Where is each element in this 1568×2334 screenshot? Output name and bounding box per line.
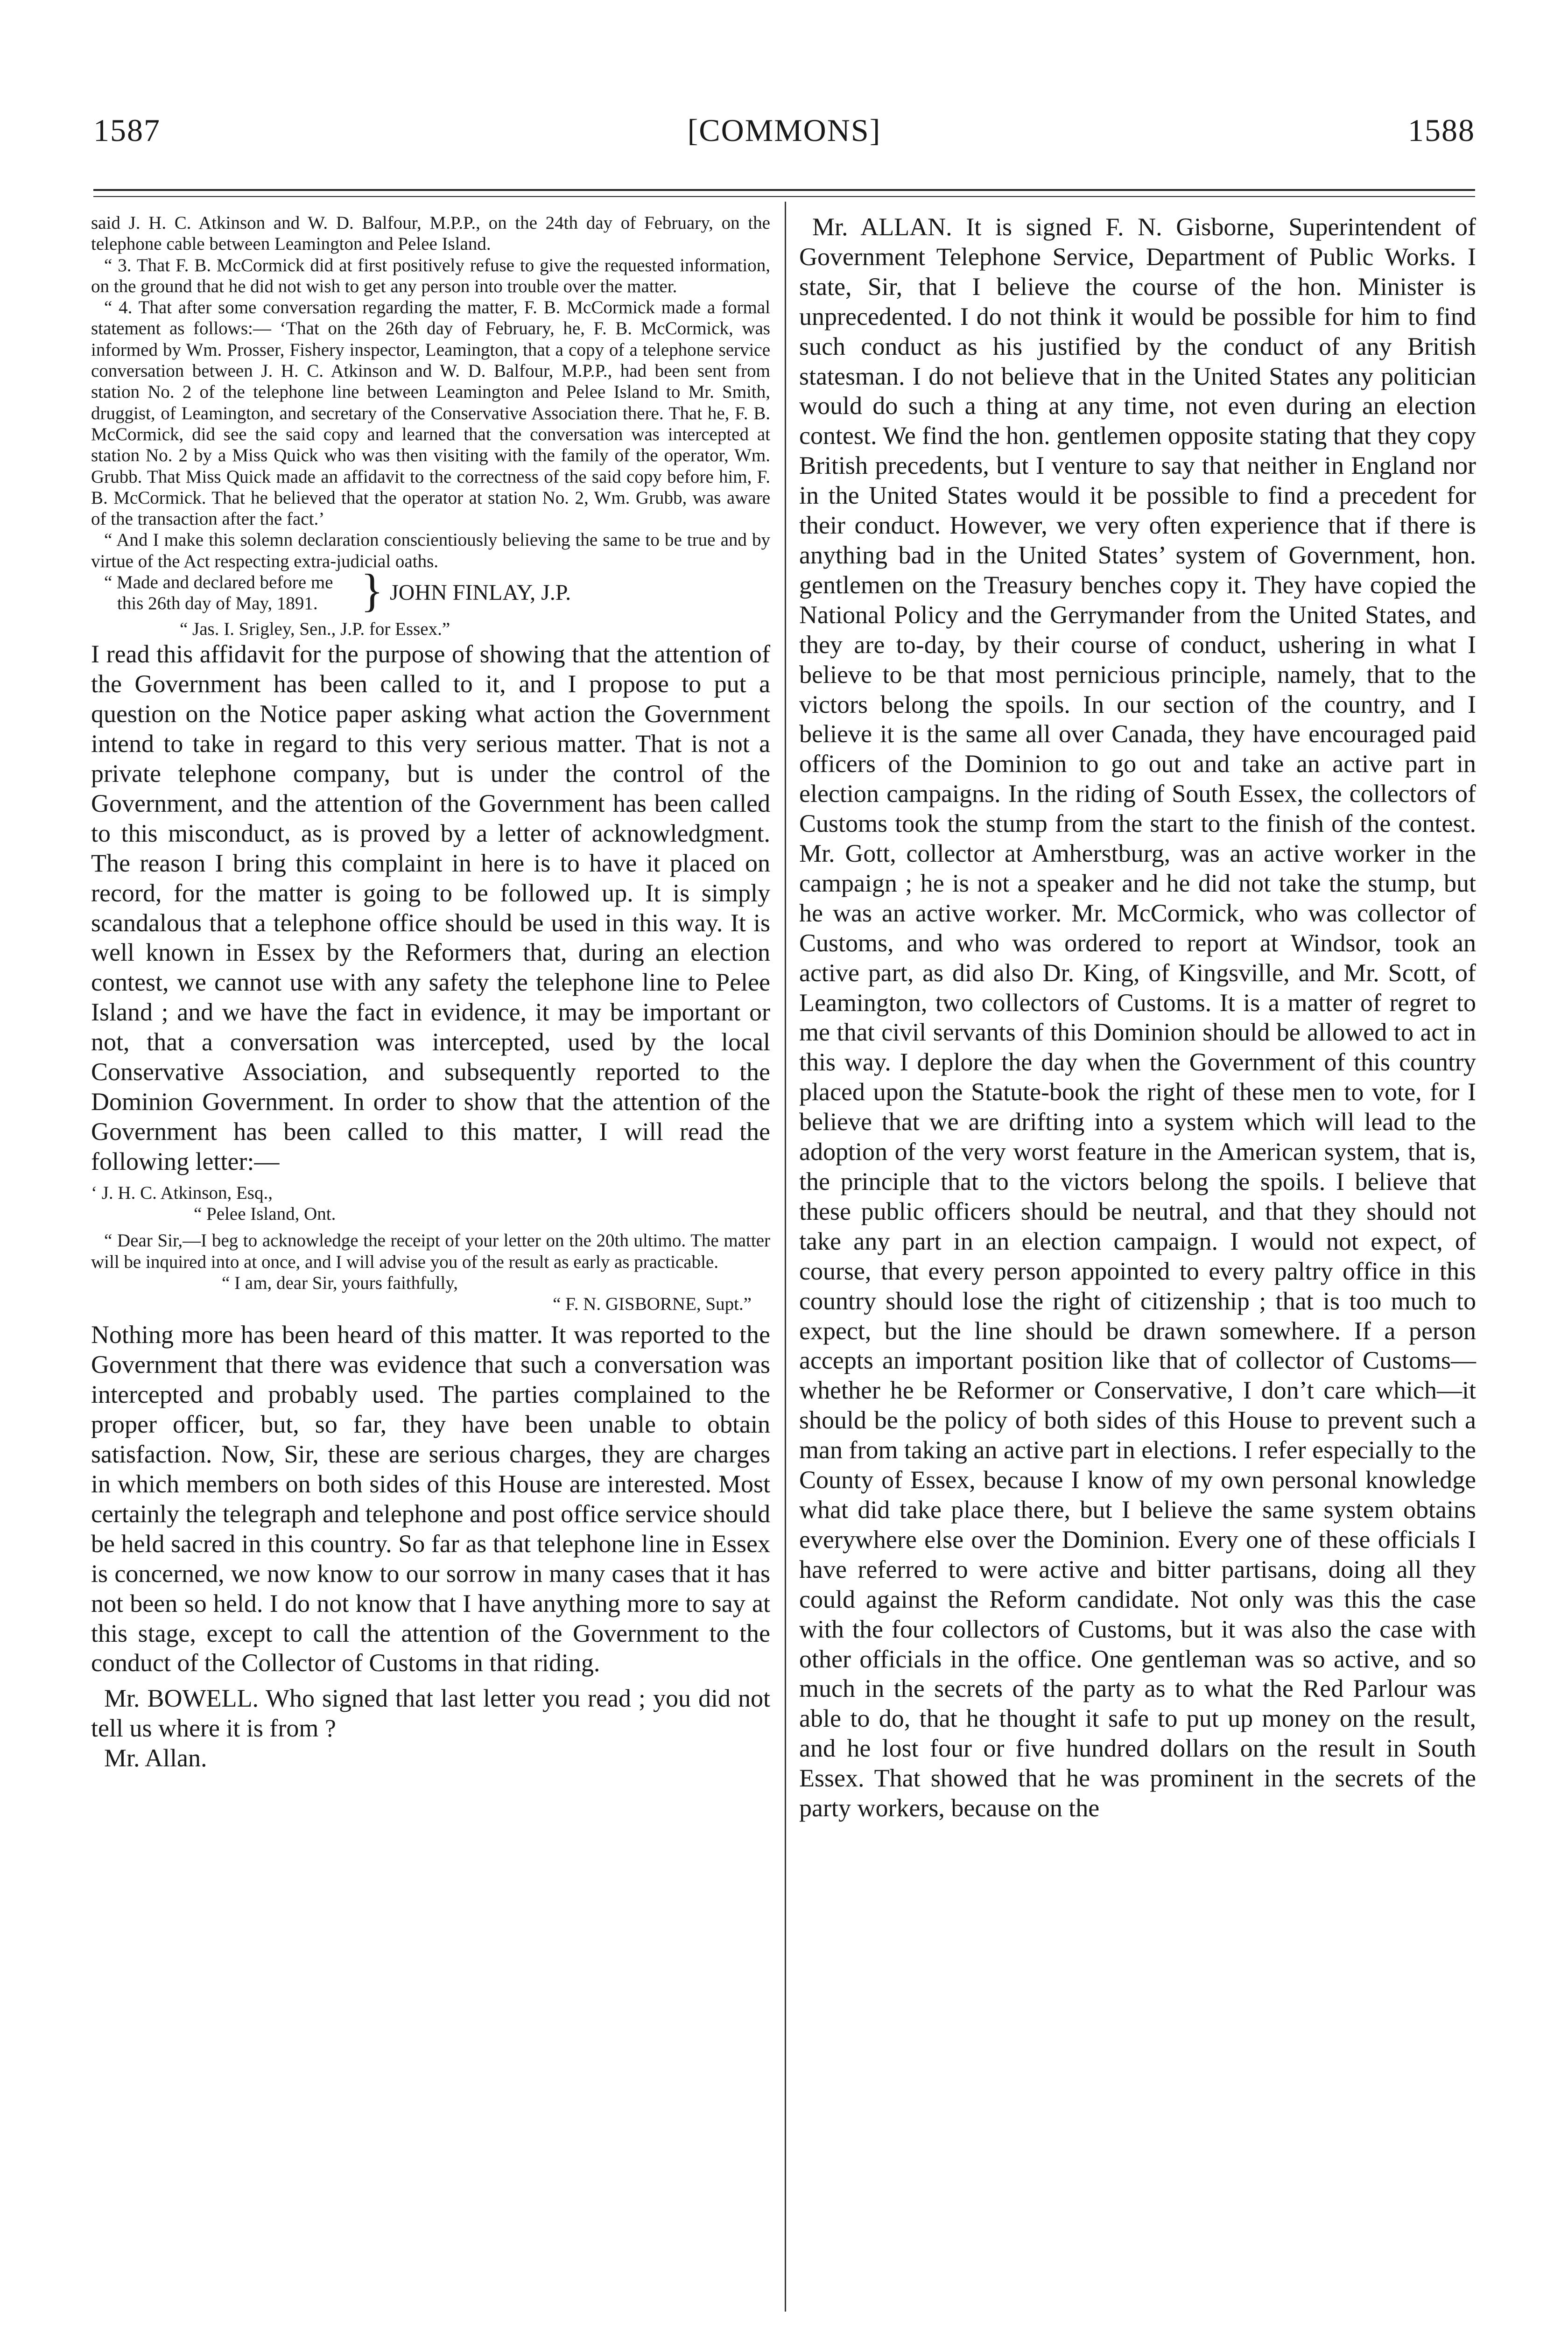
brace: } [361,564,383,617]
column-divider [785,202,786,2312]
declaration-line: “ Made and declared before me [104,572,333,593]
page-number-left: 1587 [93,112,161,148]
left-column [91,212,770,1773]
affidavit-paragraph: “ 4. That after some conversation regarding the matter, F. B. McCormick made a formal statement as follows:— ‘That on the 26th day of February, he, F. B. McCormick, was informed by Wm. Prosser, Fishery inspector, Leamington, that a copy of a telephone service conversation between J. H. C. Atkinson and W. D. Balfour, M.P.P., had been sent from station No. 2 of the telephone line between Leamington and Pelee Island to Mr. Smith, druggist, of Leamington, and secretary of the Conservative Association there. That he, F. B. McCormick, did see the said copy and learned that the conversation was intercepted at station No. 2 by a Miss Quick who was then visiting with the family of the operator, Wm. Grubb. That Miss Quick made an affidavit to the correctness of the said copy before him, F. B. McCormick. That he believed that the operator at station No. 2, Wm. Grubb, was aware of the transaction after the fact.’ [91,297,770,529]
header-rule-thin [93,196,1475,197]
letter-address: ‘ J. H. C. Atkinson, Esq., [91,1182,273,1203]
declaration-line: this 26th day of May, 1891. [117,593,318,614]
declaration-block [91,564,770,619]
running-head: [COMMONS] [687,112,881,148]
speech-paragraph: Nothing more has been heard of this matter. It was reported to the Government that there was evidence that such a conversation was intercepted and probably used. The parties complained to the proper officer, but, so far, they have been unable to obtain satisfaction. Now, Sir, these are serious charges, they are charges in which members on both sides of this House are interested. Most certainly the telegraph and telephone and post office service should be held sacred in this country. So far as that telephone line in Essex is concerned, we now know to our sorrow in many cases that it has not been so held. I do not know that I have anything more to say at this stage, except to call the attention of the Government to the conduct of the Collector of Customs in that riding. [91,1321,770,1677]
right-column [799,212,1476,1823]
letter-body: “ Dear Sir,—I beg to acknowledge the receipt of your letter on the 20th ultimo. The matter will be inquired into at once, and I will advise you of the result as early as practicable. [91,1230,770,1272]
letter-closing: “ I am, dear Sir, yours faithfully, [222,1272,458,1293]
affidavit-paragraph: said J. H. C. Atkinson and W. D. Balfour, M.P.P., on the 24th day of February, on the telephone cable between Leamington and Pelee Island. [91,213,770,254]
header-rule [93,189,1475,191]
speech-paragraph: I read this affidavit for the purpose of showing that the attention of the Government has been called to it, and I propose to put a question on the Notice paper asking what action the Government intend to take in regard to this very serious matter. That is not a private telephone company, but is under the control of the Government, and the attention of the Government has been called to this misconduct, as is proved by a letter of acknowledgment. The reason I bring this complaint in here is to have it placed on record, for the matter is going to be followed up. It is simply scandalous that a telephone office should be used in this way. It is well known in Essex by the Reformers that, during an election contest, we cannot use with any safety the telephone line to Pelee Island ; and we have the fact in evidence, it may be important or not, that a conversation was intercepted, used by the local Conservative Association, and subsequently reported to the Dominion Government. In order to show that the attention of the Government has been called to this matter, I will read the following letter:— [91,640,770,1175]
affidavit-paragraph: “ 3. That F. B. McCormick did at first positively refuse to give the requested information, on the ground that he did not wish to get any person into trouble over the matter. [91,255,770,296]
page-header [93,112,1475,163]
declaration-text [104,572,366,614]
speech-paragraph: Mr. BOWELL. Who signed that last letter you read ; you did not tell us where it is from ? [91,1684,770,1743]
speech-paragraph: Mr. ALLAN. It is signed F. N. Gisborne, Superintendent of Government Telephone Service, Department of Public Works. I state, Sir, that I believe the course of the hon. Minister is unprecedented. I do not think it would be possible for him to find such conduct as his justified by the conduct of any British statesman. I do not believe that in the United States any politician would do such a thing at any time, not even during an election contest. We find the hon. gentlemen opposite stating that they copy British precedents, but I venture to say that neither in England nor in the United States would it be possible to find a precedent for their conduct. However, we very often experience that if there is anything bad in the United States’ system of Government, hon. gentlemen on the Treasury benches copy it. They have copied the National Policy and the Gerrymander from the United States, and they are to-day, by their course of conduct, ushering in what I believe to be that most pernicious principle, namely, that to the victors belong the spoils. In our section of the country, and I believe it is the same all over Canada, they have encouraged paid officers of the Dominion to go out and take an active part in election campaigns. In the riding of South Essex, the collectors of Customs took the stump from the start to the finish of the contest. Mr. Gott, collector at Amherstburg, was an active worker in the campaign ; he is not a speaker and he did not take the stump, but he was an active worker. Mr. McCormick, who was collector of Customs, and who was ordered to report at Windsor, took an active part, as did also Dr. King, of Kingsville, and Mr. Scott, of Leamington, two collectors of Customs. It is a matter of regret to me that civil servants of this Dominion should be allowed to act in this way. I deplore the day when the Government of this country placed upon the Statute-book the right of these men to vote, for I believe that we are drifting into a system which will lead to the adoption of the very worst feature in the American system, that is, the principle that to the victors belong the spoils. I believe that these public officers should be neutral, and that they should not take any part in an election campaign. I would not expect, of course, that every person appointed to every paltry office in this country should lose the right of citizenship ; that is too much to expect, but the line should be drawn somewhere. If a person accepts an important position like that of collector of Customs—whether he be Reformer or Conservative, I don’t care which—it should be the policy of both sides of this House to prevent such a man from taking an active part in elections. I refer especially to the County of Essex, because I know of my own personal knowledge what did take place there, but I believe the same system obtains everywhere else over the Dominion. Every one of these officials I have referred to were active and bitter partisans, doing all they could against the Reform candidate. Not only was this the case with the four collectors of Customs, but it was also the case with other officials in the office. One gentleman was so active, and so much in the secrets of the party as to what the Red Parlour was able to do, that he thought it safe to put up money on the result, and he lost four or five hundred dollars on the result in South Essex. That showed that he was prominent in the secrets of the party workers, because on the [799,213,1476,1822]
speaker-name: Mr. Allan. [104,1744,207,1772]
affidavit-paragraph: “ And I make this solemn declaration conscientiously believing the same to be true and by virtue of the Act respecting extra-judicial oaths. [91,530,770,571]
letter-signature: “ F. N. GISBORNE, Supt.” [553,1294,752,1315]
second-justice-signature: “ Jas. I. Srigley, Sen., J.P. for Essex.” [180,619,450,640]
page-number-right: 1588 [1408,112,1475,148]
justice-signature: JOHN FINLAY, J.P. [390,580,571,605]
letter-address: “ Pelee Island, Ont. [194,1203,336,1224]
